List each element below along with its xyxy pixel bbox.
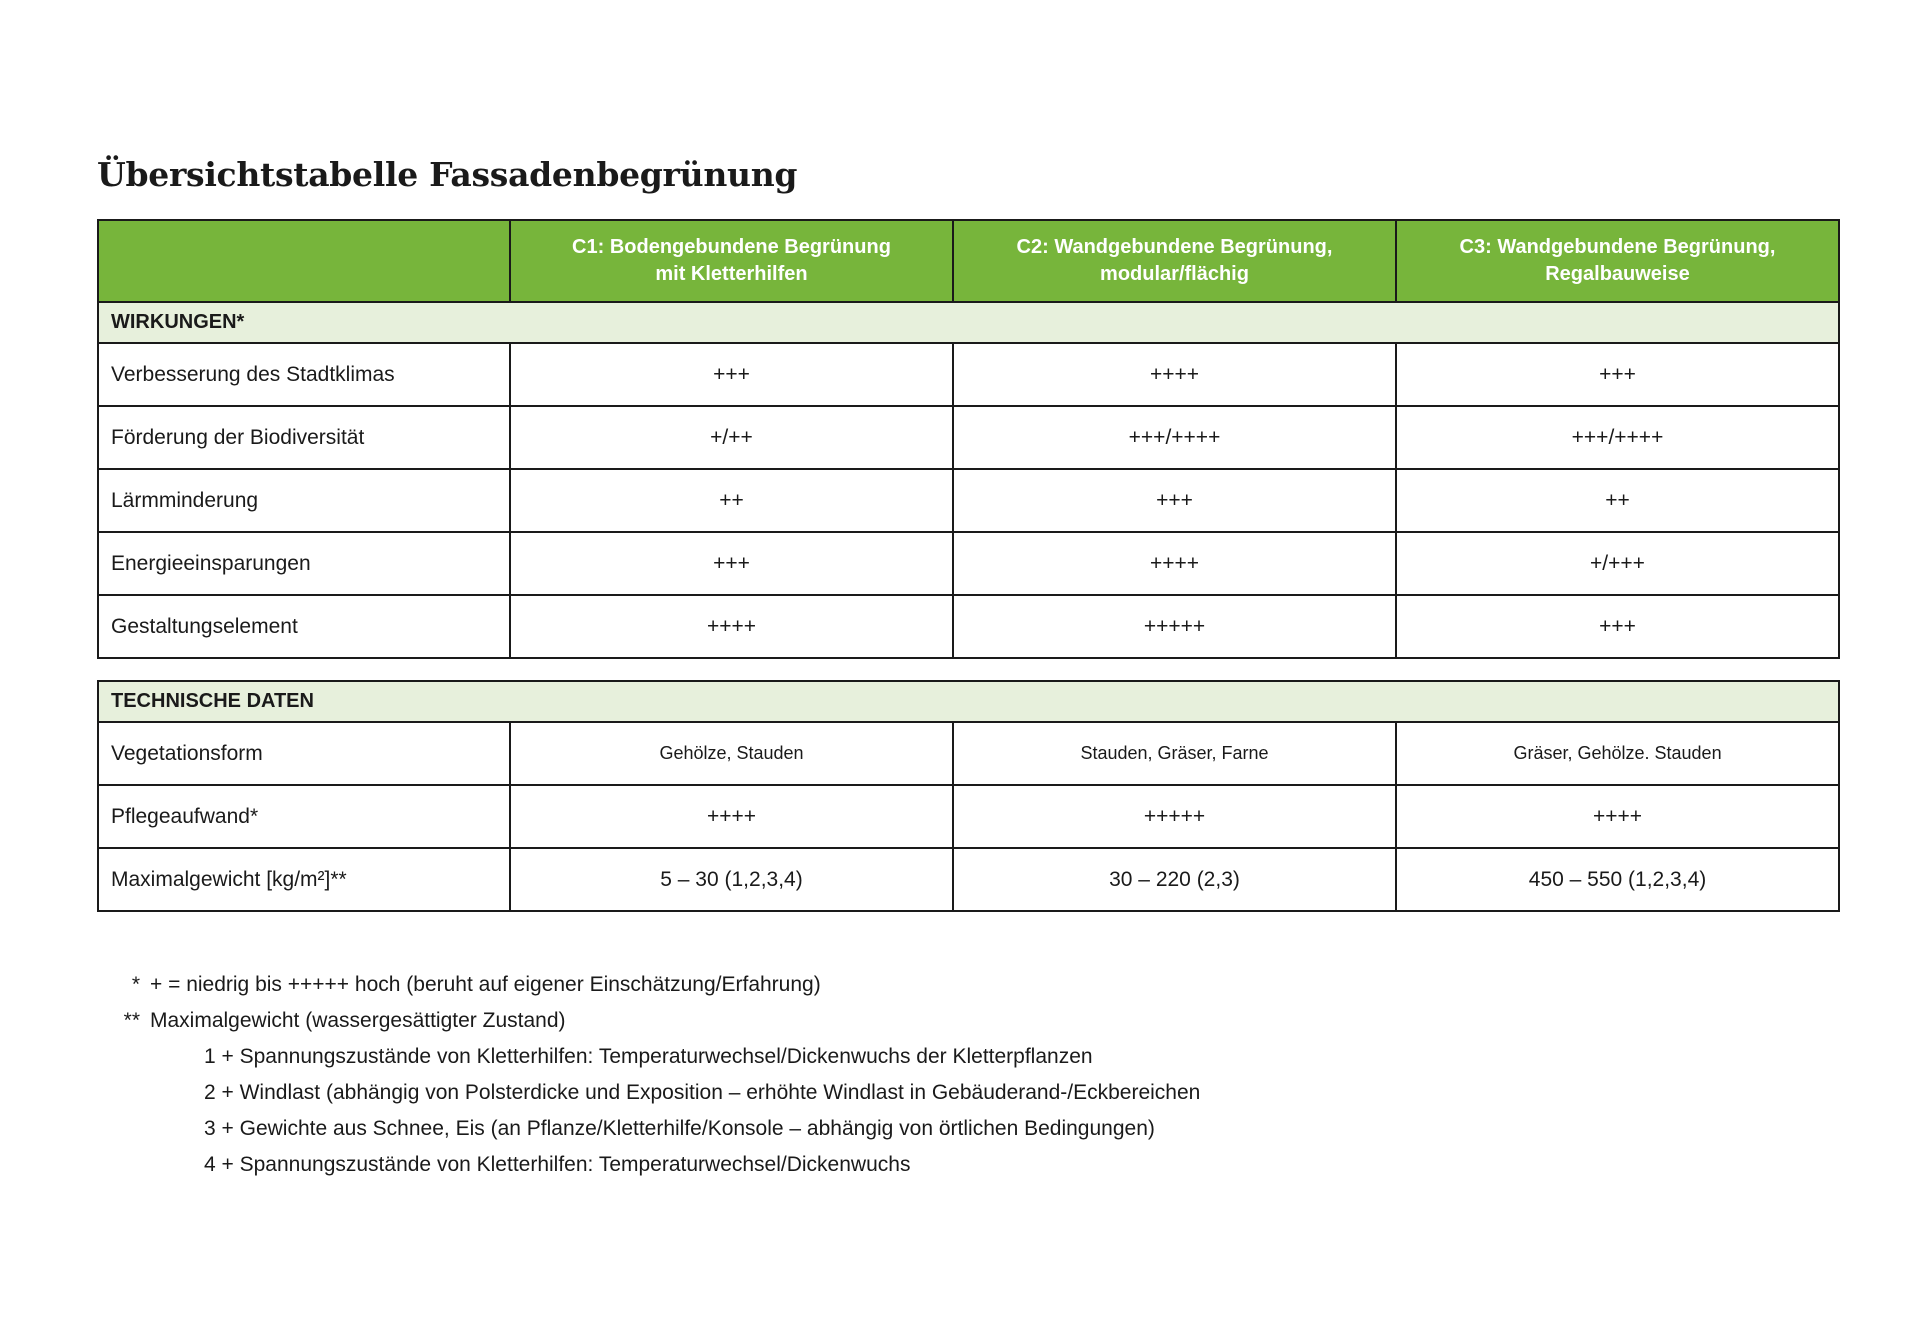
table-header-row [98, 220, 1839, 302]
cell-c1: +++ [510, 532, 953, 595]
section-row-technische-daten [98, 681, 1839, 722]
cell-c1: +/++ [510, 406, 953, 469]
cell-c2: ++++ [953, 343, 1396, 406]
header-c3-line2: Regalbauweise [1545, 263, 1690, 285]
header-c3 [1396, 220, 1839, 302]
cell-c2: 30 – 220 (2,3) [953, 848, 1396, 911]
cell-c1: Gehölze, Stauden [510, 722, 953, 785]
header-c1-line1: C1: Bodengebundene Begrünung [572, 236, 891, 258]
row-label: Gestaltungselement [98, 595, 510, 658]
cell-c2: +++++ [953, 595, 1396, 658]
cell-c3: ++++ [1396, 785, 1839, 848]
cell-c1: +++ [510, 343, 953, 406]
cell-c1: ++ [510, 469, 953, 532]
cell-c1: ++++ [510, 595, 953, 658]
row-label: Pflegeaufwand* [98, 785, 510, 848]
footnotes [112, 967, 1200, 1183]
cell-c3: +++ [1396, 595, 1839, 658]
footnote-sub-3: 3 + Gewichte aus Schnee, Eis (an Pflanze/Kletterhilfe/Konsole – abhängig von örtlichen Bedingungen) [204, 1117, 1155, 1140]
table-row [98, 343, 1839, 406]
table-row [98, 785, 1839, 848]
cell-c3: 450 – 550 (1,2,3,4) [1396, 848, 1839, 911]
table-row [98, 722, 1839, 785]
header-c3-line1: C3: Wandgebundene Begrünung, [1459, 236, 1776, 258]
cell-c3: Gräser, Gehölze. Stauden [1396, 722, 1839, 785]
cell-c2: ++++ [953, 532, 1396, 595]
footnote-1 [112, 967, 1200, 1003]
footnote-2-text: Maximalgewicht (wassergesättigter Zustand) [150, 1009, 566, 1032]
row-label: Lärmminderung [98, 469, 510, 532]
row-label: Förderung der Biodiversität [98, 406, 510, 469]
cell-c3: +++/++++ [1396, 406, 1839, 469]
table-row [98, 406, 1839, 469]
header-c2-line2: modular/flächig [1100, 263, 1249, 285]
cell-c1: 5 – 30 (1,2,3,4) [510, 848, 953, 911]
footnote-sub-1: 1 + Spannungszustände von Kletterhilfen: Temperaturwechsel/Dickenwuchs der Kletterpflanzen [204, 1045, 1093, 1068]
section-title: TECHNISCHE DATEN [98, 681, 1839, 722]
technical-data-table [97, 680, 1840, 912]
table-row [98, 469, 1839, 532]
cell-c2: +++ [953, 469, 1396, 532]
cell-c2: +++++ [953, 785, 1396, 848]
cell-c2: +++/++++ [953, 406, 1396, 469]
cell-c3: +++ [1396, 343, 1839, 406]
row-label: Vegetationsform [98, 722, 510, 785]
header-empty-cell [98, 220, 510, 302]
footnote-1-mark: * [131, 973, 140, 996]
header-c1-line2: mit Kletterhilfen [655, 263, 808, 285]
effects-table [97, 219, 1840, 659]
header-c1 [510, 220, 953, 302]
cell-c3: ++ [1396, 469, 1839, 532]
cell-c3: +/+++ [1396, 532, 1839, 595]
cell-c1: ++++ [510, 785, 953, 848]
row-label: Verbesserung des Stadtklimas [98, 343, 510, 406]
header-c2 [953, 220, 1396, 302]
table-row [98, 848, 1839, 911]
row-label: Maximalgewicht [kg/m²]** [98, 848, 510, 911]
section-title: WIRKUNGEN* [98, 302, 1839, 343]
footnote-sub-2: 2 + Windlast (abhängig von Polsterdicke und Exposition – erhöhte Windlast in Gebäuderand-/Eckbereichen [204, 1081, 1201, 1104]
table-row [98, 532, 1839, 595]
footnote-sub-4: 4 + Spannungszustände von Kletterhilfen: Temperaturwechsel/Dickenwuchs [204, 1153, 911, 1176]
row-label: Energieeinsparungen [98, 532, 510, 595]
header-c2-line1: C2: Wandgebundene Begrünung, [1016, 236, 1333, 258]
footnote-2-mark: ** [123, 1009, 140, 1032]
table-row [98, 595, 1839, 658]
footnote-1-text: + = niedrig bis +++++ hoch (beruht auf eigener Einschätzung/Erfahrung) [150, 973, 821, 996]
cell-c2: Stauden, Gräser, Farne [953, 722, 1396, 785]
footnote-2 [112, 1003, 1200, 1039]
section-row-wirkungen [98, 302, 1839, 343]
page-title: Übersichtstabelle Fassadenbegrünung [97, 155, 798, 194]
